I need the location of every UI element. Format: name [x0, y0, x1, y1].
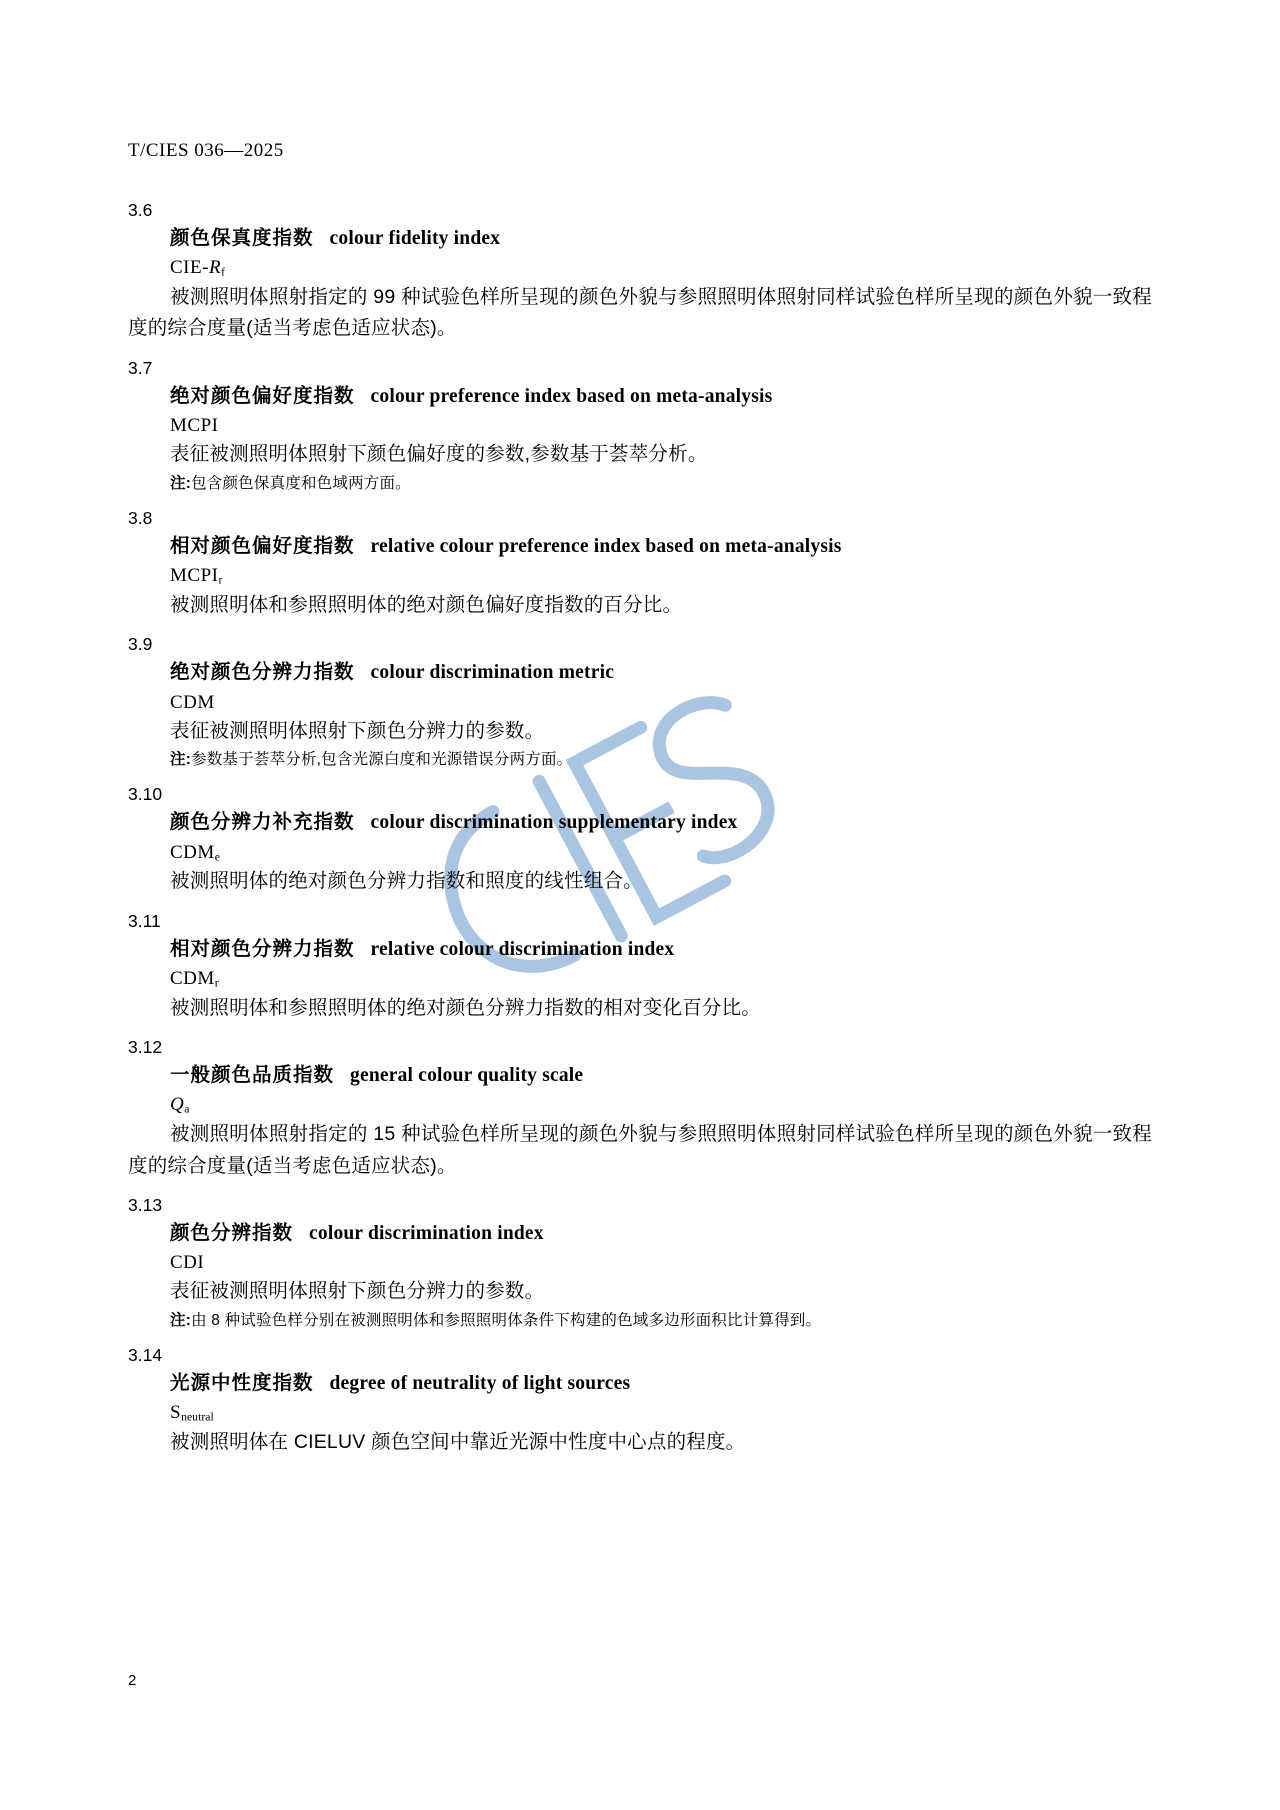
term-symbol: MCPI: [170, 415, 219, 437]
term-note: [170, 748, 1152, 771]
term-english: colour discrimination metric: [370, 662, 615, 684]
clause-number: 3.8: [128, 508, 153, 528]
term-english: colour discrimination supplementary index: [370, 812, 738, 834]
term-heading: [170, 934, 1152, 965]
clause-number: 3.11: [128, 910, 161, 931]
term-heading: [170, 807, 1152, 838]
term-english: colour preference index based on meta-analysis: [370, 385, 773, 407]
term-chinese: 一般颜色品质指数: [170, 1064, 335, 1087]
term-entry: [128, 358, 1152, 495]
term-english: relative colour discrimination index: [370, 938, 675, 960]
term-definition: 被测照明体和参照照明体的绝对颜色偏好度指数的百分比。: [170, 593, 683, 616]
term-heading: [170, 1368, 1152, 1399]
term-symbol: $CDM_e$: [170, 841, 221, 864]
term-chinese: 绝对颜色分辨力指数: [170, 661, 355, 684]
note-text: 包含颜色保真度和色域两方面。: [191, 474, 411, 492]
clause-number: 3.6: [128, 200, 153, 220]
term-symbol: $Q_a$: [170, 1094, 190, 1116]
term-definition: 表征被测照明体照射下颜色分辨力的参数。: [170, 1280, 545, 1303]
term-heading: [170, 381, 1152, 412]
term-entry: [128, 1195, 1152, 1332]
clause-number: 3.9: [128, 634, 153, 655]
term-chinese: 颜色保真度指数: [170, 227, 314, 249]
term-entry: [128, 911, 1152, 1024]
note-label: 注:: [170, 474, 192, 492]
term-heading: [170, 1218, 1152, 1249]
term-definition: 被测照明体照射指定的 99 种试验色样所呈现的颜色外貌与参照照明体照射同样试验色样所呈现的颜色外貌一致程度的综合度量(适当考虑色适应状态)。: [128, 285, 1152, 340]
term-heading: [170, 657, 1152, 688]
clause-number: 3.14: [128, 1345, 163, 1366]
term-chinese: 颜色分辨指数: [170, 1222, 294, 1245]
note-text: 参数基于荟萃分析,包含光源白度和光源错误分两方面。: [191, 751, 573, 769]
term-definition: 表征被测照明体照射下颜色分辨力的参数。: [170, 719, 545, 742]
term-heading: [170, 223, 1152, 254]
note-label: 注:: [170, 751, 192, 769]
term-chinese: 光源中性度指数: [170, 1372, 314, 1395]
term-symbol: CDI: [170, 1252, 205, 1274]
document-header: T/CIES 036—2025: [128, 140, 284, 161]
term-english: degree of neutrality of light sources: [329, 1373, 631, 1395]
clause-number: 3.12: [128, 1037, 163, 1058]
term-entry: [128, 508, 1152, 621]
page-number: 2: [128, 1672, 137, 1689]
clause-number: 3.10: [128, 784, 163, 805]
term-definition: 被测照明体在 CIELUV 颜色空间中靠近光源中性度中心点的程度。: [170, 1430, 746, 1453]
term-symbol: $S_{neutral}$: [170, 1402, 214, 1424]
clause-number: 3.7: [128, 357, 153, 378]
term-chinese: 相对颜色分辨力指数: [170, 937, 355, 960]
note-label: 注:: [170, 1311, 192, 1329]
term-chinese: 颜色分辨力补充指数: [170, 811, 355, 834]
clause-number: 3.13: [128, 1195, 163, 1216]
term-entry: [128, 784, 1152, 897]
term-symbol: $MCPI_r$: [170, 565, 223, 587]
term-heading: [170, 1060, 1152, 1091]
note-text: 由 8 种试验色样分别在被测照明体和参照照明体条件下构建的色域多边形面积比计算得到。: [191, 1311, 822, 1329]
term-symbol: $CDM_r$: [170, 968, 219, 990]
term-chinese: 相对颜色偏好度指数: [170, 535, 355, 557]
term-entry: [128, 634, 1152, 771]
term-english: relative colour preference index based on meta-analysis: [370, 536, 842, 557]
term-symbol: CDM: [170, 691, 215, 713]
term-english: colour discrimination index: [309, 1223, 544, 1245]
term-definition: 表征被测照明体照射下颜色偏好度的参数,参数基于荟萃分析。: [170, 443, 708, 466]
term-english: colour fidelity index: [329, 228, 501, 249]
term-note: [170, 1309, 1152, 1332]
term-heading: [170, 531, 1152, 562]
term-note: [170, 472, 1152, 495]
term-symbol: CIE-$R_f$: [170, 257, 225, 279]
term-chinese: 绝对颜色偏好度指数: [170, 384, 355, 407]
term-entry: [128, 1345, 1152, 1458]
term-entry: [128, 1037, 1152, 1182]
term-entry: [128, 200, 1152, 345]
term-definition: 被测照明体的绝对颜色分辨力指数和照度的线性组合。: [170, 870, 643, 893]
term-english: general colour quality scale: [350, 1065, 584, 1087]
term-definition: 被测照明体和参照照明体的绝对颜色分辨力指数的相对变化百分比。: [170, 996, 762, 1019]
term-definition: 被测照明体照射指定的 15 种试验色样所呈现的颜色外貌与参照照明体照射同样试验色样所呈现的颜色外貌一致程度的综合度量(适当考虑色适应状态)。: [128, 1122, 1152, 1177]
page-content: [128, 140, 1152, 1460]
